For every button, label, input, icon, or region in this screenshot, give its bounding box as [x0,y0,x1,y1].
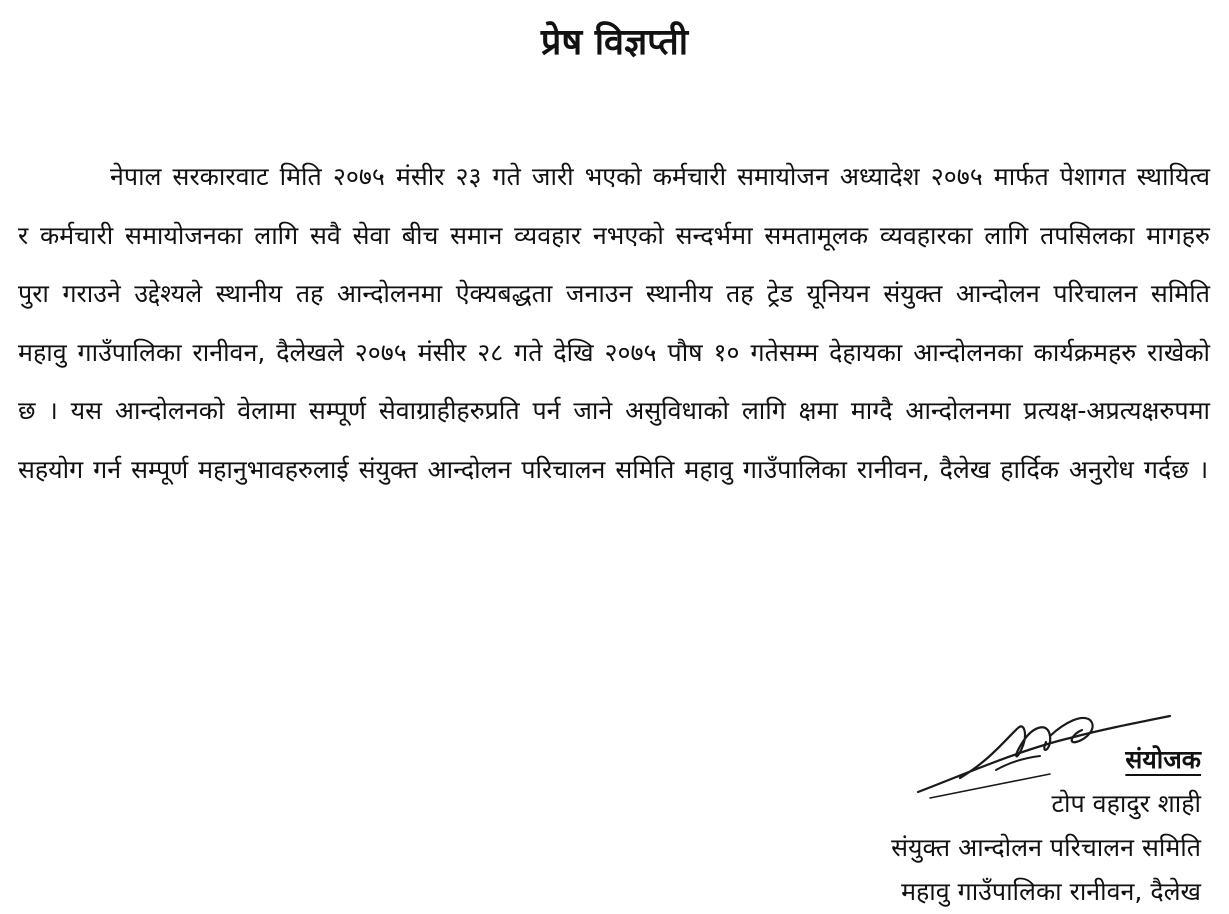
signatory-organization: संयुक्त आन्दोलन परिचालन समिति [891,833,1201,862]
press-release-title: प्रेष विज्ञप्ती [540,22,689,63]
signatory-address: महावु गाउँपालिका रानीवन, दैलेख [901,877,1201,906]
signatory-role: संयोजक [1125,745,1201,774]
signature-block [891,738,1201,914]
signatory-name: टोप वहादुर शाही [1051,789,1201,818]
press-release-body: नेपाल सरकारवाट मिति २०७५ मंसीर २३ गते जारी भएको कर्मचारी समायोजन अध्यादेश २०७५ मार्फत पेशागत स्थायित्व र कर्मचारी समायोजनका लागि सवै सेवा बीच समान व्यवहार नभएको सन्दर्भमा समतामूलक व्यवहारका लागि तपसिलका मागहरु पुरा गराउने उद्देश्यले स्थानीय तह आन्दोलनमा ऐक्यबद्धता जनाउन स्थानीय तह ट्रेड यूनियन संयुक्त आन्दोलन परिचालन समिति महावु गाउँपालिका रानीवन, दैलेखले २०७५ मंसीर २८ गते देखि २०७५ पौष १० गतेसम्म देहायका आन्दोलनका कार्यक्रमहरु राखेको छ । यस आन्दोलनको वेलामा सम्पूर्ण सेवाग्राहीहरुप्रति पर्न जाने असुविधाको लागि क्षमा माग्दै आन्दोलनमा प्रत्यक्ष-अप्रत्यक्षरुपमा सहयोग गर्न सम्पूर्ण महानुभावहरुलाई संयुक्त आन्दोलन परिचालन समिति महावु गाउँपालिका रानीवन, दैलेख हार्दिक अनुरोध गर्दछ । [18,162,1210,484]
